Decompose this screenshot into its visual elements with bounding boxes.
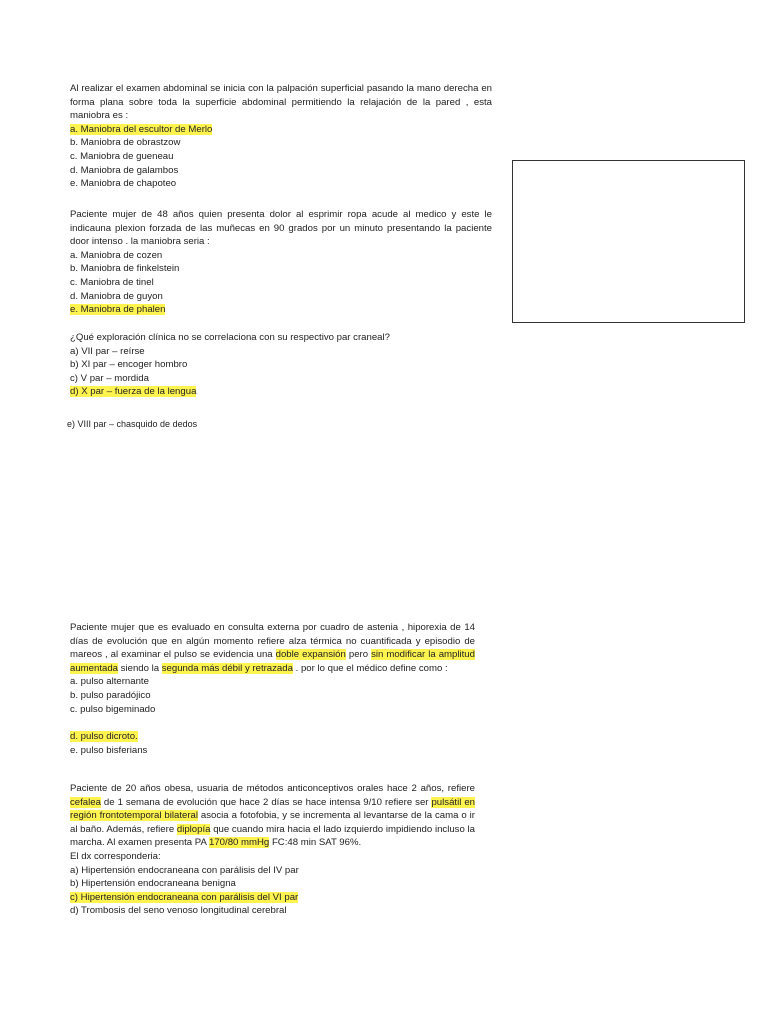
question-3-stem: ¿Qué exploración clínica no se correlaciona con su respectivo par craneal? xyxy=(70,332,390,343)
question-1 xyxy=(70,82,492,191)
empty-box xyxy=(512,160,745,323)
question-3-option-d: d) X par – fuerza de la lengua xyxy=(70,386,197,398)
question-4-option-d: d. pulso dicroto. xyxy=(70,731,138,743)
question-2-option-b: b. Maniobra de finkelstein xyxy=(70,263,180,275)
question-5-stem: Paciente de 20 años obesa, usuaria de métodos anticonceptivos orales hace 2 años, refiere cefalea de 1 semana de evolución que hace 2 días se hace intensa 9/10 refiere ser pulsátil en región frontotemporal bilateral asocia a fotofobia, y se incrementa al levantarse de la cama o ir al baño. Además, refiere diplopía que cuando mira hacia el lado izquierdo impidiendo incluso la marcha. Al examen presenta PA 170/80 mmHg FC:48 min SAT 96%. xyxy=(70,783,475,849)
question-2 xyxy=(70,208,492,317)
question-5-prompt: El dx corresponderia: xyxy=(70,850,161,862)
question-3 xyxy=(70,331,492,399)
question-1-option-c: c. Maniobra de gueneau xyxy=(70,150,174,162)
question-4-option-a: a. pulso alternante xyxy=(70,676,149,688)
question-4-option-c: c. pulso bigeminado xyxy=(70,703,156,715)
question-5-option-b: b) Hipertensión endocraneana benigna xyxy=(70,878,236,890)
question-4-stem: Paciente mujer que es evaluado en consulta externa por cuadro de astenia , hiporexia de 14 días de evolución que en algún momento refiere alza térmica no cuantificada y episodio de mareos , al examinar el pulso se evidencia una doble expansión pero sin modificar la amplitud aumentada siendo la segunda más débil y retrazada . por lo que el médico define como : xyxy=(70,622,475,674)
question-4-option-e: e. pulso bisferians xyxy=(70,744,148,756)
question-4 xyxy=(70,621,475,757)
question-4-option-b: b. pulso paradójico xyxy=(70,689,151,701)
question-2-option-a: a. Maniobra de cozen xyxy=(70,249,163,261)
question-3-option-c: c) V par – mordida xyxy=(70,372,149,384)
question-1-option-a: a. Maniobra del escultor de Merlo xyxy=(70,123,213,135)
question-1-stem: Al realizar el examen abdominal se inicia con la palpación superficial pasando la mano derecha en forma plana sobre toda la superficie abdominal permitiendo la relajación de la pared , esta maniobra es : xyxy=(70,83,492,122)
question-2-option-e: e. Maniobra de phalen xyxy=(70,304,166,316)
question-2-option-c: c. Maniobra de tinel xyxy=(70,276,154,288)
question-5-option-a: a) Hipertensión endocraneana con parálisis del IV par xyxy=(70,864,299,876)
question-3-option-e: e) VIII par – chasquido de dedos xyxy=(67,419,198,429)
question-2-stem: Paciente mujer de 48 años quien presenta dolor al esprimir ropa acude al medico y este le indicauna plexion forzada de las muñecas en 90 grados por un minuto presentando la paciente door intenso . la maniobra seria : xyxy=(70,209,492,248)
question-3-option-b: b) XI par – encoger hombro xyxy=(70,359,188,371)
question-1-option-b: b. Maniobra de obrastzow xyxy=(70,137,181,149)
question-3-option-a: a) VII par – reírse xyxy=(70,345,145,357)
question-5-option-d: d) Trombosis del seno venoso longitudinal cerebral xyxy=(70,905,287,917)
question-1-option-d: d. Maniobra de galambos xyxy=(70,164,179,176)
spacer xyxy=(70,716,475,730)
question-5-option-c: c) Hipertensión endocraneana con parálisis del VI par xyxy=(70,891,299,903)
question-5 xyxy=(70,782,475,918)
question-1-option-e: e. Maniobra de chapoteo xyxy=(70,178,177,190)
question-2-option-d: d. Maniobra de guyon xyxy=(70,290,163,302)
